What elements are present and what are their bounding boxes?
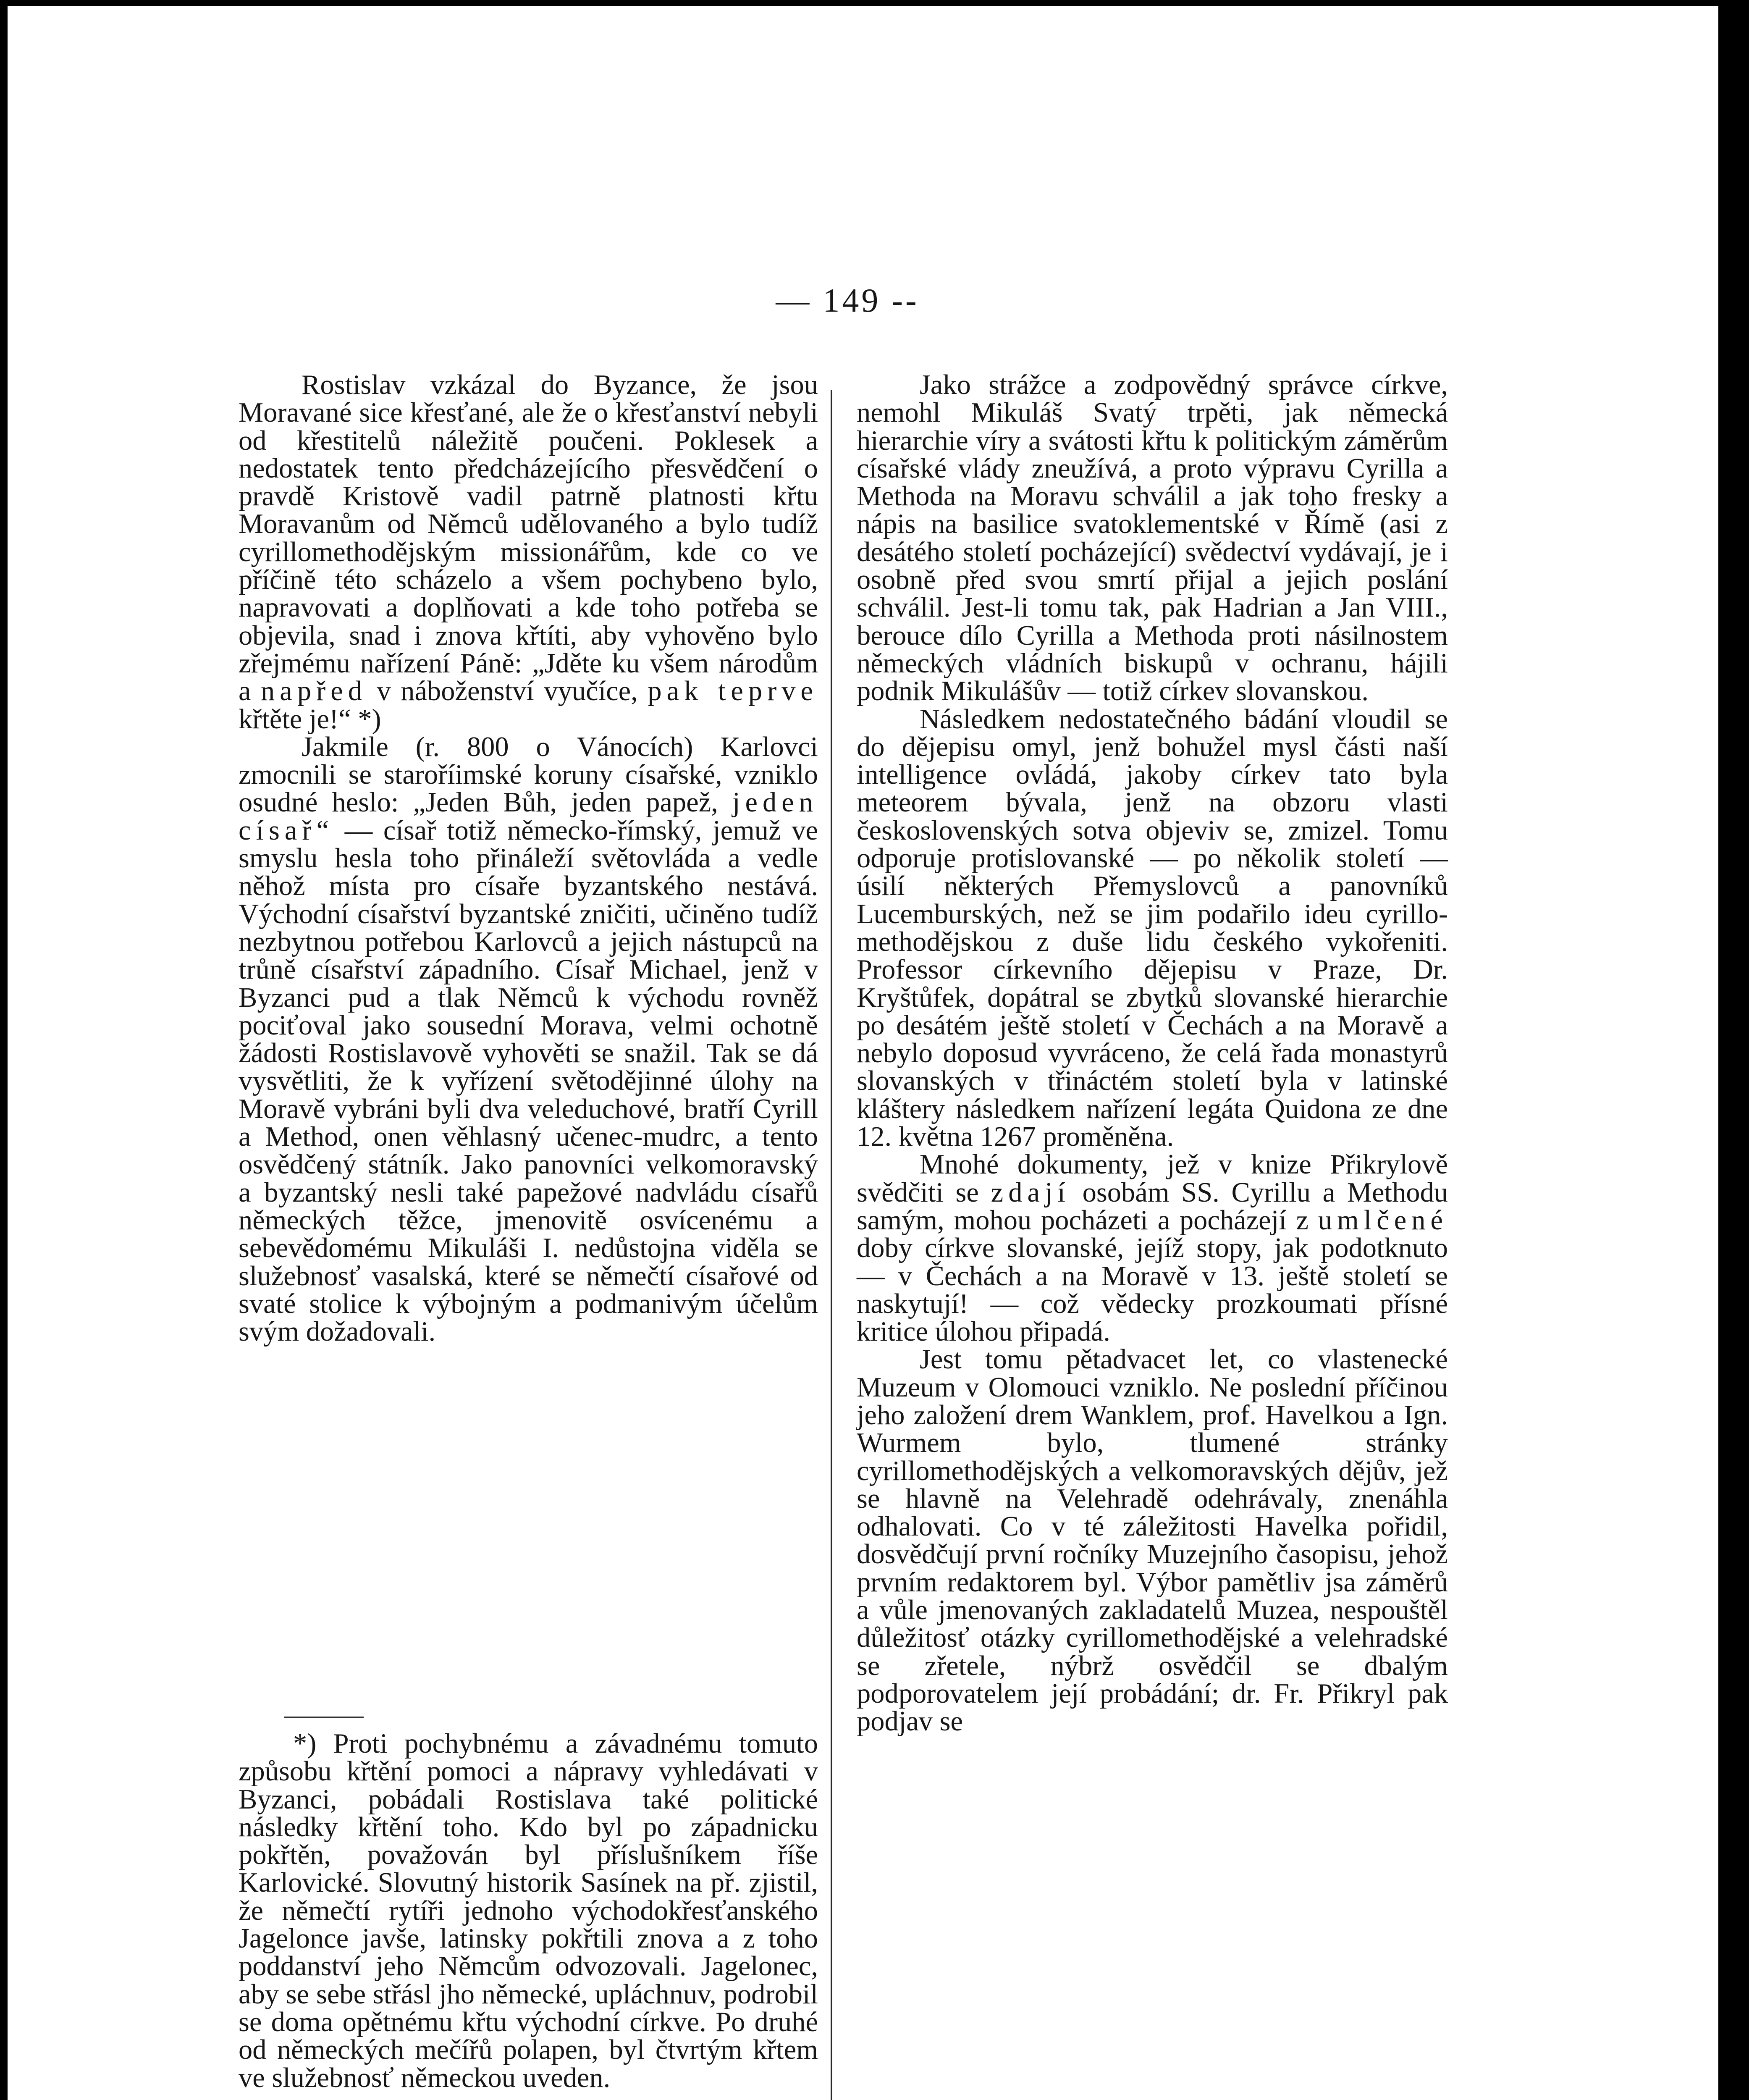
left-column [239,371,818,1346]
footnote [239,1730,818,2092]
right-column [857,371,1448,1736]
paragraph: Jako strážce a zodpovědný správce církve, nemohl Mikuláš Svatý trpěti, jak německá hierarchie víry a svátosti křtu k politickým záměrům císařské vlády zneužívá, a proto výpravu Cyrilla a Methoda na Moravu schválil a jak toho fresky a nápis na basilice svatoklementské v Římě (asi z desátého století pocházející) svědectví vydávají, je i osobně před svou smrtí přijal a jejich poslání schválil. Jest-li tomu tak, pak Hadrian a Jan VIII., berouce dílo Cyrilla a Methoda proti násilnostem německých vládních biskupů v ochranu, hájili podnik Mikulášův — totiž církev slovanskou. [857,370,1448,707]
emphasis-text: zdají [991,1177,1070,1208]
footnote-separator [284,1717,364,1718]
paragraph-text: Rostislav vzkázal do Byzance, že jsou Moravané sice křesťané, ale že o křesťanství nebyli od křestitelů náležitě poučeni. Poklesek a nedostatek tento předcházejícího přesvědčení o pravdě Kristově vadil patrně platnosti křtu Moravanům od Němců udělovaného a bylo tudíž cyrillomethodějským missionářům, kde co ve příčině této scházelo a všem pochybeno bylo, napravovati a doplňovati a kde toho potřeba se objevila, snad i znova křtíti, aby vyhověno bylo zřejmému nařízení Páně: „Jděte ku všem národům a [239,370,818,707]
paragraph-text: v náboženství vyučíce, [377,676,638,707]
paragraph: Následkem nedostatečného bádání vloudil se do dějepisu omyl, jenž bohužel mysl části naší intelligence ovládá, jakoby církev tato byla meteorem bývala, jenž na obzoru vlasti československých sotva objeviv se, zmizel. Tomu odporuje protislovanské — po několik století — úsilí některých Přemyslovců a panovníků Lucemburských, než se jim podařilo ideu cyrillo-methodějskou z duše lidu českého vykořeniti. Professor církevního dějepisu v Praze, Dr. Kryštůfek, dopátral se zbytků slovanské hierarchie po desátém ještě století v Čechách a na Moravě a nebylo doposud vyvráceno, že celá řada monastyrů slovanských v třináctém století byla v latinské kláštery následkem nařízení legáta Quidona ze dne 12. května 1267 proměněna. [857,704,1448,1152]
emphasis-text: napřed [261,676,367,707]
paragraph-text: Mnohé dokumenty, jež v knize Přikrylově svědčiti se [857,1149,1448,1208]
page-number: — 149 -- [776,282,919,319]
paragraph-text: křtěte je!“ *) [239,704,381,735]
paragraph [857,1151,1448,1346]
emphasis-text: umlčené [1318,1205,1448,1236]
paragraph-text: osobám SS. Cyrillu a Methodu samým, mohou pocházeti a pocházejí z [857,1177,1448,1236]
paragraph-text: Jakmile (r. 800 o Vánocích) Karlovci zmocnili se staroříimské koruny císařské, vzniklo osudné heslo: „Jeden Bůh, jeden papež, [239,731,818,818]
paragraph [239,733,818,1346]
column-divider [831,390,832,2100]
emphasis-text: jeden císař“ [239,787,818,846]
emphasis-text: pak teprve [648,676,818,707]
paragraph: Jest tomu pětadvacet let, co vlastenecké Muzeum v Olomouci vzniklo. Ne poslední příčinou jeho založení drem Wanklem, prof. Havelkou a Ign. Wurmem bylo, tlumené stránky cyrillomethodějských a velkomoravských dějův, jež se hlavně na Velehradě odehrávaly, znenáhla odhalovati. Co v té záležitosti Havelka pořidil, dosvědčují první ročníky Muzejního časopisu, jehož prvním redaktorem byl. Výbor pamětliv jsa záměrů a vůle jmenovaných zakladatelů Muzea, nespouštěl důležitosť otázky cyrillomethodějské a velehradské se zřetele, nýbrž osvědčil se dbalým podporovatelem její probádání; dr. Fr. Přikryl pak podjav se [857,1344,1448,1737]
paragraph-text: — císař totiž německo-římský, jemuž ve smyslu hesla toho přináleží světovláda a vedle něhož místa pro císaře byzantského nestává. Východní císařství byzantské zničiti, učiněno tudíž nezbytnou potřebou Karlovců a jejich nástupců na trůně císařství západního. Císař Michael, jenž v Byzanci pud a tlak Němců k východu rovněž pociťoval jako sousední Morava, velmi ochotně žádosti Rostislavově vyhověti se snažil. Tak se dá vysvětliti, že k vyřízení světodějinné úlohy na Moravě vybráni byli dva veleduchové, bratří Cyrill a Method, onen věhlasný učenec-mudrc, a tento osvědčený státník. Jako panovníci velkomoravský a byzantský nesli také papežové nadvládu císařů německých těžce, jmenovitě osvícenému a sebevědomému Mikuláši I. nedůstojna viděla se služebnosť vasalská, které se němečtí císařové od svaté stolice k výbojným a podmanivým účelům svým dožadovali. [239,815,818,1347]
page [8,6,1718,2100]
footnote-text: *) Proti pochybnému a závadnému tomuto způsobu křtění pomoci a nápravy vyhledávati v Byzanci, pobádali Rostislava také politické následky křtění toho. Kdo byl po západnicku pokřtěn, považován byl příslušníkem říše Karlovické. Slovutný historik Sasínek na př. zjistil, že němečtí rytíři jednoho východokřesťanského Jagelonce javše, latinsky pokřtili znova a z toho poddanství jeho Němcům odvozovali. Jagelonec, aby se sebe střásl jho německé, upláchnuv, podrobil se doma opětnému křtu východní církve. Po druhé od německých mečířů polapen, byl čtvrtým křtem ve služebnosť německou uveden. [239,1728,818,2093]
paragraph [239,371,818,733]
paragraph-text: doby církve slovanské, jejíž stopy, jak podotknuto — v Čechách a na Moravě v 13. ještě století se naskytují! — což vědecky prozkoumati přísné kritice úlohou připadá. [857,1233,1448,1347]
